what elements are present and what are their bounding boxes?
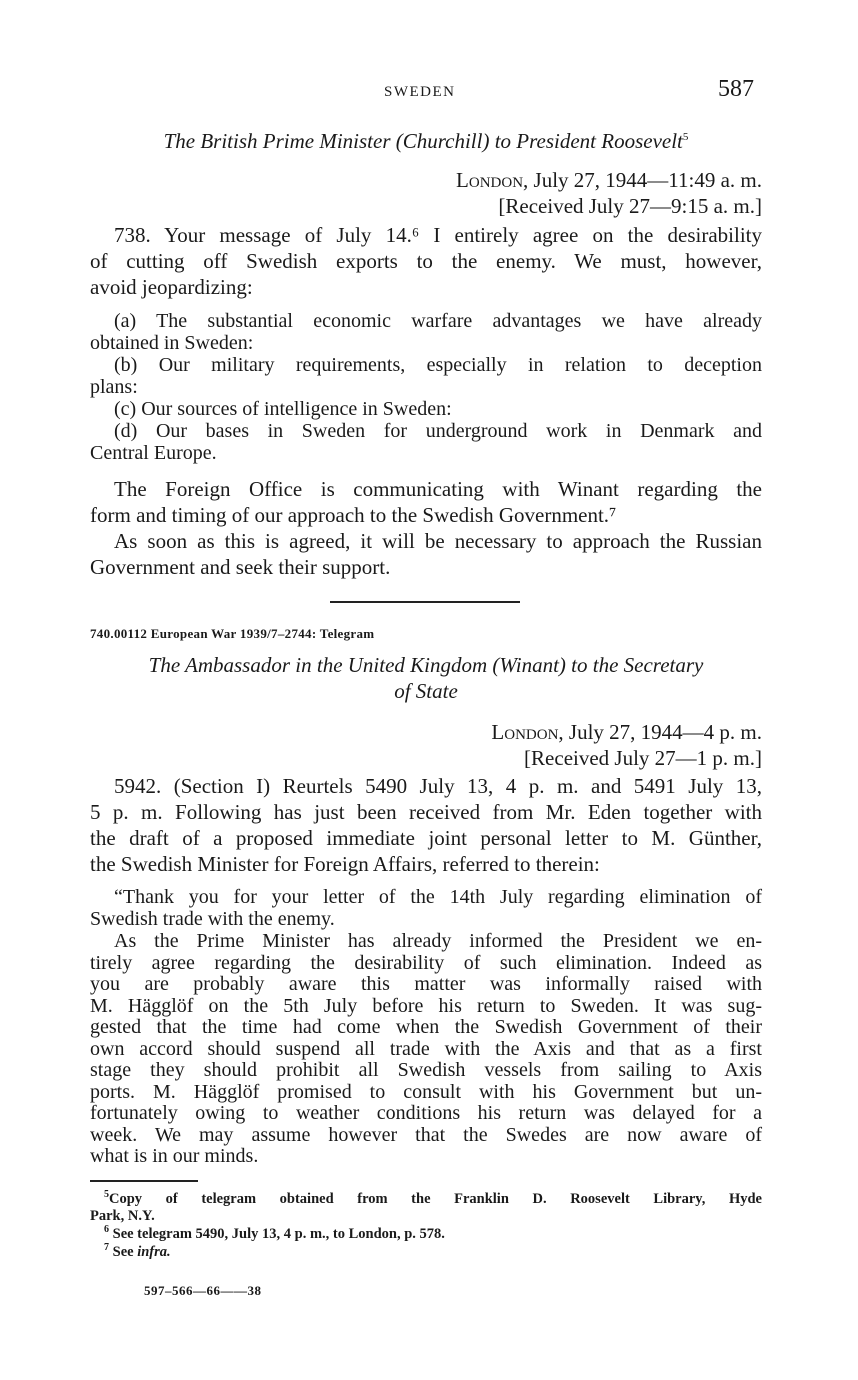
text-line: stage they should prohibit all Swedish vessels from sailing to Axis — [90, 1059, 762, 1081]
doc1-paragraph-2 — [90, 476, 762, 528]
text-line: 5942. (Section I) Reurtels 5490 July 13, 4 p. m. and 5491 July 13, — [114, 774, 762, 798]
text-line: Swedish trade with the enemy. — [90, 907, 335, 930]
text-line: the Swedish Minister for Foreign Affairs, referred to therein: — [90, 852, 600, 876]
quoted-letter-paragraph-2 — [90, 931, 762, 1168]
doc1-dateline — [456, 168, 762, 193]
list-item-d: (d) Our bases in Sweden for underground work in Denmark and — [114, 420, 762, 442]
quoted-letter-paragraph-1 — [90, 887, 762, 930]
doc2-heading-line-1: The Ambassador in the United Kingdom (Winant) to the Secretary — [148, 653, 704, 677]
text-line: avoid jeopardizing: — [90, 275, 253, 299]
doc1-dateline-place: London, — [456, 168, 529, 192]
text-line: Government and seek their support. — [90, 555, 391, 579]
doc2-received: [Received July 27—1 p. m.] — [524, 746, 762, 770]
doc2-paragraph-1 — [90, 773, 762, 877]
list-item-c: (c) Our sources of intelligence in Sweden: — [114, 398, 452, 420]
footnote-7-line — [90, 1244, 762, 1261]
text-line: As the Prime Minister has already informed the President we en- — [114, 930, 762, 952]
text-line: M. Hägglöf on the 5th July before his return to Sweden. It was sug- — [90, 994, 762, 1017]
text-line: ports. M. Hägglöf promised to consult with his Government but un- — [90, 1080, 762, 1103]
doc1-list — [90, 310, 762, 464]
running-head: SWEDEN — [384, 84, 456, 100]
printer-imprint: 597–566—66——38 — [144, 1283, 262, 1298]
list-item-b: (b) Our military requirements, especially in relation to deception — [114, 354, 762, 376]
text-line: gested that the time had come when the Swedish Government of their — [90, 1016, 762, 1038]
doc2-heading-line-2: of State — [394, 679, 458, 703]
text-line: The Foreign Office is communicating with Winant regarding the — [114, 477, 762, 501]
text-line: week. We may assume however that the Swedes are now aware of — [90, 1123, 762, 1146]
page-number: 587 — [718, 76, 754, 102]
doc2-dateline — [491, 720, 762, 745]
footnote-6 — [90, 1226, 762, 1243]
text-line: “Thank you for your letter of the 14th July regarding elimination of — [114, 886, 762, 908]
text-line: As soon as this is agreed, it will be necessary to approach the Russian — [114, 529, 762, 553]
text-line: tirely agree regarding the desirability of such elimination. Indeed as — [90, 951, 762, 974]
list-item-a: (a) The substantial economic warfare advantages we have already — [114, 310, 762, 332]
doc1-paragraph-3 — [90, 528, 762, 580]
footnote-5-line-1 — [90, 1191, 762, 1208]
doc1-heading-text: The British Prime Minister (Churchill) to President Roosevelt — [163, 129, 683, 153]
list-item-b-cont: plans: — [90, 376, 138, 398]
doc1-received: [Received July 27—9:15 a. m.] — [498, 194, 762, 218]
footnote-5-text: Copy of telegram obtained from the Franklin D. Roosevelt Library, Hyde — [109, 1191, 762, 1207]
doc2-dateline-place: London, — [491, 720, 564, 744]
section-divider — [330, 601, 520, 603]
doc2-dateline-time: July 27, 1944—4 p. m. — [568, 720, 762, 744]
text-line: 5 p. m. Following has just been received from Mr. Eden together with — [90, 800, 762, 824]
doc2-file-reference: 740.00112 European War 1939/7–2744: Telegram — [90, 626, 375, 641]
footnote-5-mark: 5 — [104, 1189, 109, 1201]
list-item-a-cont: obtained in Sweden: — [90, 332, 254, 354]
footnote-7-mark: 7 — [104, 1242, 109, 1254]
doc1-heading-note: 5 — [682, 131, 689, 143]
text-line: of cutting off Swedish exports to the enemy. We must, however, — [90, 249, 762, 273]
doc1-paragraph-1 — [90, 222, 762, 300]
text-line: the draft of a proposed immediate joint personal letter to M. Günther, — [90, 826, 762, 850]
doc1-heading — [90, 124, 762, 154]
footnote-5-line-2: Park, N.Y. — [90, 1208, 155, 1224]
text-line: you are probably aware this matter was informally raised with — [90, 973, 762, 995]
footnote-7-text: See — [112, 1244, 134, 1260]
footnote-6-mark: 6 — [104, 1224, 109, 1236]
text-line: what is in our minds. — [90, 1145, 259, 1167]
list-item-d-cont: Central Europe. — [90, 442, 217, 464]
footnote-6-text: See telegram 5490, July 13, 4 p. m., to London, p. 578. — [112, 1226, 445, 1242]
text-line: 738. Your message of July 14.⁶ I entirely agree on the desirability — [114, 223, 762, 247]
doc2-heading — [90, 652, 762, 704]
footnote-6-line — [90, 1226, 762, 1243]
footnote-7 — [90, 1244, 762, 1261]
text-line: fortunately owing to weather conditions his return was delayed for a — [90, 1102, 762, 1124]
footnote-7-italic: infra. — [137, 1244, 171, 1260]
doc1-dateline-time: July 27, 1944—11:49 a. m. — [533, 168, 762, 192]
text-line: form and timing of our approach to the Swedish Government.⁷ — [90, 503, 617, 527]
footnote-rule — [90, 1180, 198, 1182]
footnote-5 — [90, 1191, 762, 1225]
text-line: own accord should suspend all trade with the Axis and that as a first — [90, 1037, 762, 1060]
